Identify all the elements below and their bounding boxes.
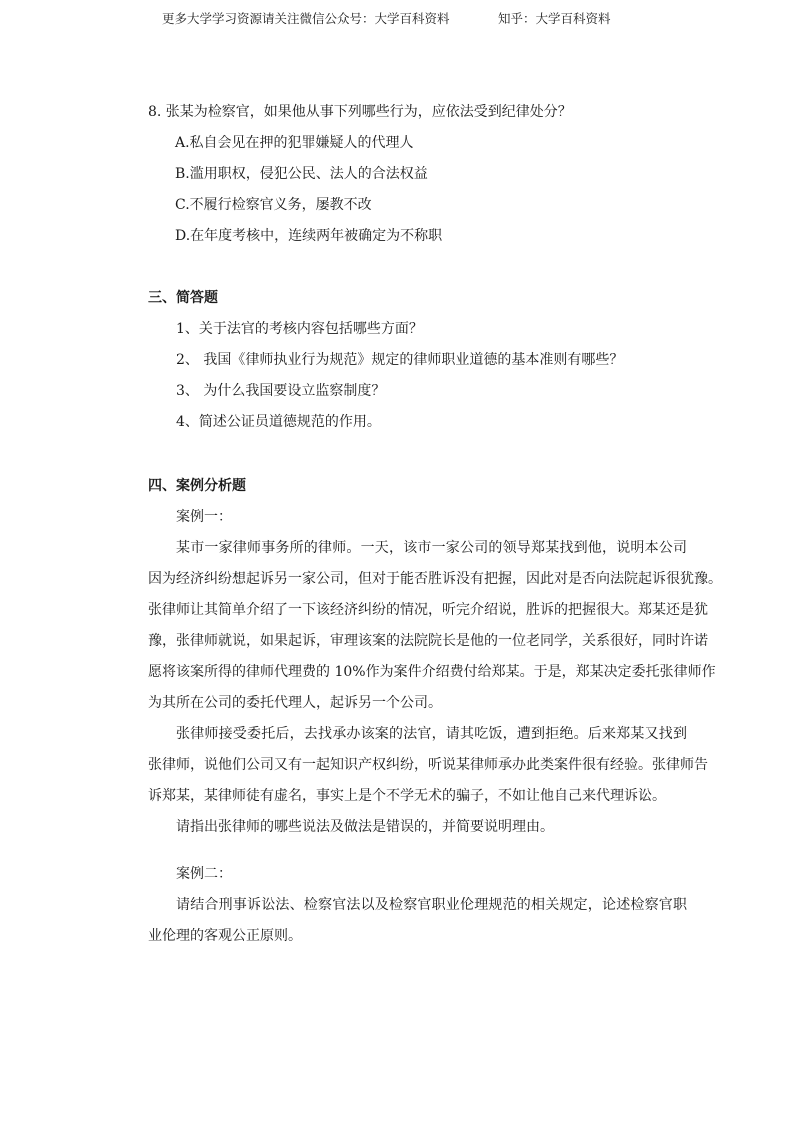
case-1-line: 某市一家律师事务所的律师。一天，该市一家公司的领导郑某找到他，说明本公司: [176, 540, 687, 556]
case-1-line: 为其所在公司的委托代理人，起诉另一个公司。: [148, 695, 442, 711]
case-1-p2-line: 诉郑某，某律师徒有虚名，事实上是个不学无术的骗子，不如让他自己来代理诉讼。: [148, 788, 666, 804]
short-answer-1: 1、关于法官的考核内容包括哪些方面？: [176, 321, 423, 337]
short-answer-2: 2、 我国《律师执业行为规范》规定的律师职业道德的基本准则有哪些？: [176, 352, 624, 368]
case-1-p2-line: 张律师，说他们公司又有一起知识产权纠纷，听说某律师承办此类案件很有经验。张律师告: [148, 757, 708, 773]
section-4-title: 四、案例分析题: [148, 478, 246, 494]
short-answer-3: 3、 为什么我国要设立监察制度？: [176, 383, 386, 399]
case-1-line: 因为经济纠纷想起诉另一家公司，但对于能否胜诉没有把握，因此对是否向法院起诉很犹豫。: [148, 571, 722, 587]
case-2-line: 业伦理的客观公正原则。: [148, 928, 302, 944]
case-2-title: 案例二：: [176, 866, 232, 882]
header-wechat: 更多大学学习资源请关注微信公众号：大学百科资料: [162, 11, 450, 26]
case-1-line: 豫，张律师就说，如果起诉，审理该案的法院院长是他的一位老同学，关系很好，同时许诺: [148, 633, 708, 649]
case-1-line: 愿将该案所得的律师代理费的 10%作为案件介绍费付给郑某。于是，郑某决定委托张律师作: [148, 664, 716, 680]
option-c: C.不履行检察官义务，屡教不改: [175, 197, 372, 213]
case-1-title: 案例一：: [176, 509, 232, 525]
header-zhihu: 知乎：大学百科资料: [498, 11, 611, 26]
case-1-line: 张律师让其简单介绍了一下该经济纠纷的情况，听完介绍说，胜诉的把握很大。郑某还是犹: [148, 602, 708, 618]
short-answer-4: 4、简述公证员道德规范的作用。: [176, 414, 381, 430]
option-d: D.在年度考核中，连续两年被确定为不称职: [175, 228, 443, 244]
question-8-stem: 8. 张某为检察官，如果他从事下列哪些行为，应依法受到纪律处分？: [148, 104, 572, 120]
option-b: B.滥用职权，侵犯公民、法人的合法权益: [175, 166, 428, 182]
section-3-title: 三、简答题: [148, 290, 218, 306]
case-1-question: 请指出张律师的哪些说法及做法是错误的，并简要说明理由。: [176, 819, 554, 835]
case-1-p2-line: 张律师接受委托后，去找承办该案的法官，请其吃饭，遭到拒绝。后来郑某又找到: [176, 726, 687, 742]
option-a: A.私自会见在押的犯罪嫌疑人的代理人: [175, 135, 414, 151]
case-2-line: 请结合刑事诉讼法、检察官法以及检察官职业伦理规范的相关规定，论述检察官职: [176, 897, 687, 913]
